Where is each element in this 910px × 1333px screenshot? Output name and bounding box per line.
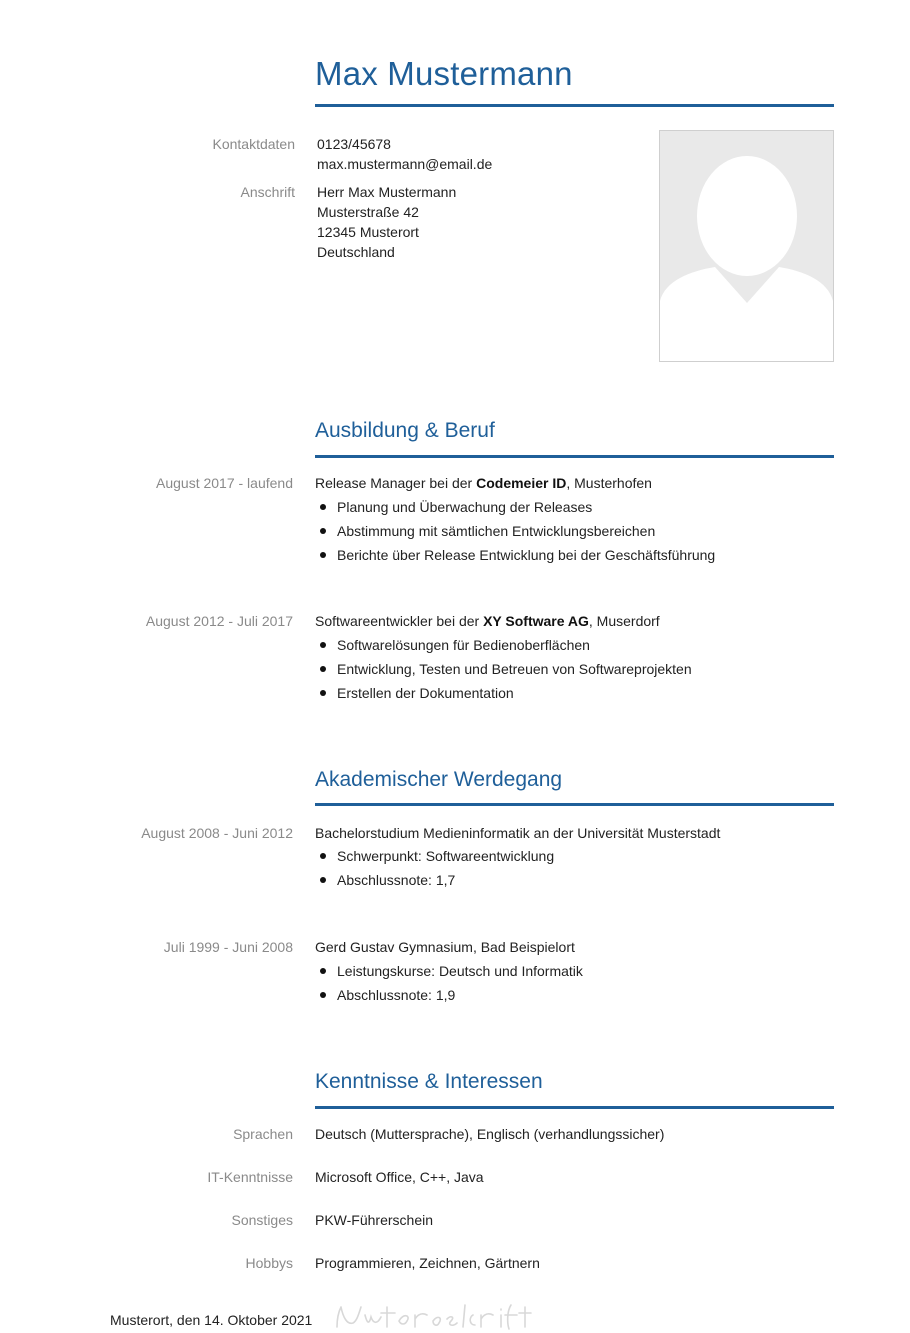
contact-email: max.mustermann@email.de <box>317 156 493 172</box>
list-item: Abschlussnote: 1,9 <box>315 983 583 1007</box>
section-title-career: Ausbildung & Beruf <box>315 419 495 442</box>
section-divider <box>315 455 834 458</box>
list-item: Berichte über Release Entwicklung bei der Geschäftsführung <box>315 543 715 567</box>
list-item: Schwerpunkt: Softwareentwicklung <box>315 844 554 868</box>
cv-name: Max Mustermann <box>315 55 573 92</box>
signature <box>333 1303 563 1333</box>
entry-title <box>315 611 660 631</box>
list-item: Abstimmung mit sämtlichen Entwicklungsbereichen <box>315 519 715 543</box>
avatar-silhouette-icon <box>660 131 833 361</box>
address-line: 12345 Musterort <box>317 224 419 240</box>
skill-value: Deutsch (Muttersprache), Englisch (verhandlungssicher) <box>315 1126 665 1142</box>
entry-bullets <box>315 633 692 705</box>
address-line: Deutschland <box>317 244 395 260</box>
entry-title: Gerd Gustav Gymnasium, Bad Beispielort <box>315 939 575 955</box>
list-item: Entwicklung, Testen und Betreuen von Softwareprojekten <box>315 657 692 681</box>
skill-value: PKW-Führerschein <box>315 1212 434 1228</box>
entry-location: , Muserdorf <box>588 613 660 629</box>
entry-date: August 2017 - laufend <box>156 475 293 491</box>
entry-date: August 2008 - Juni 2012 <box>141 825 293 841</box>
list-item: Leistungskurse: Deutsch und Informatik <box>315 959 583 983</box>
address-line: Musterstraße 42 <box>317 204 419 220</box>
entry-role: Release Manager bei der <box>315 475 477 491</box>
entry-bullets <box>315 844 554 892</box>
entry-title <box>315 473 652 493</box>
entry-date: August 2012 - Juli 2017 <box>145 613 293 629</box>
signature-handwriting <box>333 1303 563 1330</box>
entry-company: XY Software AG <box>483 613 589 629</box>
address-line: Herr Max Mustermann <box>317 184 457 200</box>
section-divider <box>315 803 834 806</box>
section-title-education: Akademischer Werdegang <box>315 768 563 791</box>
entry-company: Codemeier ID <box>476 475 567 491</box>
entry-bullets <box>315 959 583 1007</box>
name-divider <box>315 104 834 107</box>
skill-label: Sonstiges <box>231 1212 293 1228</box>
skill-value: Microsoft Office, C++, Java <box>315 1169 484 1185</box>
skill-label: IT-Kenntnisse <box>207 1169 293 1185</box>
entry-location: , Musterhofen <box>566 475 652 491</box>
list-item: Erstellen der Dokumentation <box>315 681 692 705</box>
profile-photo-placeholder <box>659 130 834 362</box>
contact-label: Kontaktdaten <box>212 136 295 152</box>
entry-role: Softwareentwickler bei der <box>315 613 484 629</box>
skill-label: Sprachen <box>233 1126 293 1142</box>
entry-title: Bachelorstudium Medieninformatik an der Universität Musterstadt <box>315 825 721 841</box>
skill-value: Programmieren, Zeichnen, Gärtnern <box>315 1255 540 1271</box>
list-item: Abschlussnote: 1,7 <box>315 868 554 892</box>
entry-bullets <box>315 495 715 567</box>
list-item: Planung und Überwachung der Releases <box>315 495 715 519</box>
contact-phone: 0123/45678 <box>317 136 391 152</box>
section-title-skills: Kenntnisse & Interessen <box>315 1070 543 1093</box>
place-date: Musterort, den 14. Oktober 2021 <box>110 1312 313 1328</box>
entry-date: Juli 1999 - Juni 2008 <box>163 939 293 955</box>
address-label: Anschrift <box>240 184 295 200</box>
list-item: Softwarelösungen für Bedienoberflächen <box>315 633 692 657</box>
skill-label: Hobbys <box>245 1255 293 1271</box>
section-divider <box>315 1106 834 1109</box>
